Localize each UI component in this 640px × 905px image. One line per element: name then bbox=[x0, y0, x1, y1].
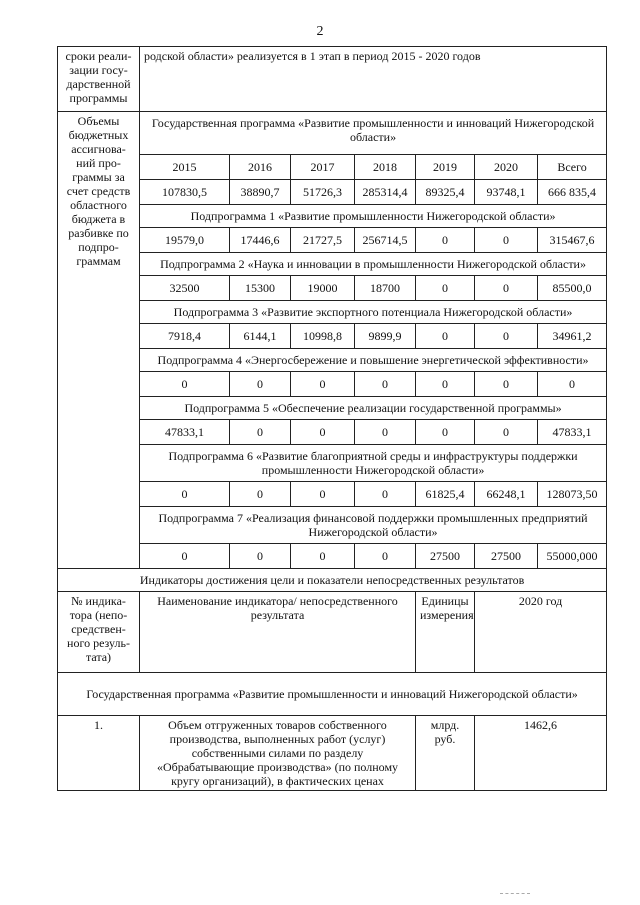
subprogram-title: Подпрограмма 6 «Развитие благоприятной среды и инфраструктуры поддержки промышленности Нижегородской области» bbox=[140, 445, 607, 482]
value-cell: 0 bbox=[355, 482, 416, 507]
value-cell: 315467,6 bbox=[538, 228, 607, 253]
value-cell: 0 bbox=[416, 276, 475, 301]
value-cell: 0 bbox=[230, 420, 291, 445]
value-cell: 0 bbox=[230, 372, 291, 397]
value-cell: 6144,1 bbox=[230, 324, 291, 349]
value-cell: 0 bbox=[475, 420, 538, 445]
years-row bbox=[58, 155, 607, 180]
year-cell: 2019 bbox=[416, 155, 475, 180]
value-cell: 66248,1 bbox=[475, 482, 538, 507]
subprogram-values-row bbox=[58, 228, 607, 253]
value-cell: 128073,50 bbox=[538, 482, 607, 507]
value-cell: 0 bbox=[355, 372, 416, 397]
subprogram-values-row bbox=[58, 482, 607, 507]
subprogram-title-row bbox=[58, 301, 607, 324]
value-cell: 93748,1 bbox=[475, 180, 538, 205]
value-cell: 38890,7 bbox=[230, 180, 291, 205]
year-cell: 2017 bbox=[291, 155, 355, 180]
value-cell: 51726,3 bbox=[291, 180, 355, 205]
value-cell: 666 835,4 bbox=[538, 180, 607, 205]
value-cell: 19579,0 bbox=[140, 228, 230, 253]
year-cell: 2016 bbox=[230, 155, 291, 180]
value-cell: 61825,4 bbox=[416, 482, 475, 507]
subprogram-title: Подпрограмма 7 «Реализация финансовой поддержки промышленных предприятий Нижегородской области» bbox=[140, 507, 607, 544]
indicator-unit: млрд. руб. bbox=[416, 716, 475, 791]
value-cell: 256714,5 bbox=[355, 228, 416, 253]
subprogram-values-row bbox=[58, 372, 607, 397]
value-cell: 19000 bbox=[291, 276, 355, 301]
value-cell: 0 bbox=[416, 420, 475, 445]
program-values-row bbox=[58, 180, 607, 205]
value-cell: 9899,9 bbox=[355, 324, 416, 349]
year-cell: Всего bbox=[538, 155, 607, 180]
value-cell: 0 bbox=[355, 420, 416, 445]
indicator-row bbox=[58, 716, 607, 791]
value-cell: 27500 bbox=[416, 544, 475, 569]
subprogram-title-row bbox=[58, 253, 607, 276]
value-cell: 21727,5 bbox=[291, 228, 355, 253]
indicator-number: 1. bbox=[58, 716, 140, 791]
value-cell: 0 bbox=[230, 544, 291, 569]
value-cell: 0 bbox=[355, 544, 416, 569]
value-cell: 27500 bbox=[475, 544, 538, 569]
program-title-row bbox=[58, 112, 607, 155]
term-label: сроки реали-зации госу-дарственной программы bbox=[58, 47, 140, 112]
subprogram-title-row bbox=[58, 507, 607, 544]
indicator-year-header: 2020 год bbox=[475, 592, 607, 673]
value-cell: 47833,1 bbox=[538, 420, 607, 445]
value-cell: 17446,6 bbox=[230, 228, 291, 253]
program-title: Государственная программа «Развитие промышленности и инноваций Нижегородской области» bbox=[140, 112, 607, 155]
subprogram-title-row bbox=[58, 445, 607, 482]
indicators-program-row bbox=[58, 673, 607, 716]
subprogram-title: Подпрограмма 2 «Наука и инновации в промышленности Нижегородской области» bbox=[140, 253, 607, 276]
indicator-value: 1462,6 bbox=[475, 716, 607, 791]
subprogram-title-row bbox=[58, 205, 607, 228]
page-number: 2 bbox=[316, 24, 324, 39]
value-cell: 10998,8 bbox=[291, 324, 355, 349]
indicator-name-header: Наименование индикатора/ непосредственного результата bbox=[140, 592, 416, 673]
subprogram-title: Подпрограмма 5 «Обеспечение реализации государственной программы» bbox=[140, 397, 607, 420]
value-cell: 34961,2 bbox=[538, 324, 607, 349]
value-cell: 0 bbox=[230, 482, 291, 507]
value-cell: 7918,4 bbox=[140, 324, 230, 349]
value-cell: 285314,4 bbox=[355, 180, 416, 205]
year-cell: 2015 bbox=[140, 155, 230, 180]
value-cell: 18700 bbox=[355, 276, 416, 301]
year-cell: 2020 bbox=[475, 155, 538, 180]
term-value: родской области» реализуется в 1 этап в период 2015 - 2020 годов bbox=[140, 47, 607, 112]
subprogram-values-row bbox=[58, 544, 607, 569]
term-row bbox=[58, 47, 607, 112]
value-cell: 85500,0 bbox=[538, 276, 607, 301]
volume-label: Объемы бюджетных ассигнова-ний про-граммы за счет средств областного бюджета в разбивке по подпро-граммам bbox=[58, 112, 140, 569]
value-cell: 0 bbox=[140, 544, 230, 569]
value-cell: 0 bbox=[475, 228, 538, 253]
indicators-section-title: Индикаторы достижения цели и показатели непосредственных результатов bbox=[58, 569, 607, 592]
value-cell: 89325,4 bbox=[416, 180, 475, 205]
indicators-program-title: Государственная программа «Развитие промышленности и инноваций Нижегородской области» bbox=[58, 673, 607, 716]
passport-table bbox=[57, 46, 607, 791]
indicator-number-header: № индика-тора (непо-средствен-ного резуль-тата) bbox=[58, 592, 140, 673]
subprogram-values-row bbox=[58, 420, 607, 445]
subprogram-title: Подпрограмма 3 «Развитие экспортного потенциала Нижегородской области» bbox=[140, 301, 607, 324]
value-cell: 0 bbox=[416, 228, 475, 253]
value-cell: 0 bbox=[291, 420, 355, 445]
value-cell: 0 bbox=[291, 482, 355, 507]
value-cell: 0 bbox=[416, 372, 475, 397]
value-cell: 0 bbox=[538, 372, 607, 397]
value-cell: 32500 bbox=[140, 276, 230, 301]
subprogram-values-row bbox=[58, 276, 607, 301]
value-cell: 107830,5 bbox=[140, 180, 230, 205]
value-cell: 0 bbox=[475, 372, 538, 397]
subprogram-title: Подпрограмма 4 «Энергосбережение и повышение энергетической эффективности» bbox=[140, 349, 607, 372]
indicators-header-row bbox=[58, 592, 607, 673]
indicator-unit-header: Единицы измерения bbox=[416, 592, 475, 673]
subprogram-title-row bbox=[58, 349, 607, 372]
subprogram-title-row bbox=[58, 397, 607, 420]
value-cell: 0 bbox=[140, 482, 230, 507]
value-cell: 47833,1 bbox=[140, 420, 230, 445]
indicator-name: Объем отгруженных товаров собственного производства, выполненных работ (услуг) собственными силами по разделу «Обрабатывающие производства» (по полному кругу организаций), в фактических ценах bbox=[140, 716, 416, 791]
indicators-section-row bbox=[58, 569, 607, 592]
value-cell: 0 bbox=[416, 324, 475, 349]
scan-artifact bbox=[500, 893, 530, 895]
value-cell: 15300 bbox=[230, 276, 291, 301]
value-cell: 0 bbox=[140, 372, 230, 397]
year-cell: 2018 bbox=[355, 155, 416, 180]
subprogram-title: Подпрограмма 1 «Развитие промышленности Нижегородской области» bbox=[140, 205, 607, 228]
subprogram-values-row bbox=[58, 324, 607, 349]
value-cell: 0 bbox=[475, 324, 538, 349]
value-cell: 0 bbox=[291, 372, 355, 397]
value-cell: 55000,000 bbox=[538, 544, 607, 569]
value-cell: 0 bbox=[291, 544, 355, 569]
value-cell: 0 bbox=[475, 276, 538, 301]
